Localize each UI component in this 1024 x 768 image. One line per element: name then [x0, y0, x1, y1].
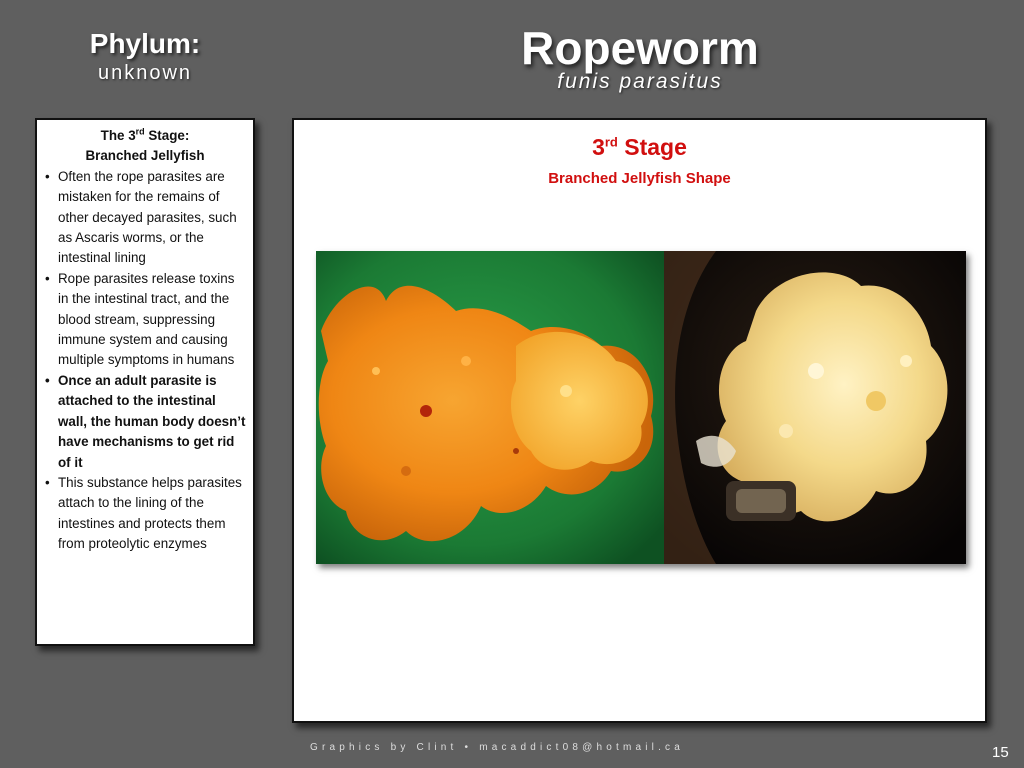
title-block	[440, 22, 840, 94]
page-subtitle: funis parasitus	[557, 70, 723, 93]
bullet-item: • This substance helps parasites attach to the lining of the intestines and protects them from proteolytic enzymes	[43, 473, 247, 555]
description-panel	[35, 118, 255, 646]
specimen-photos-svg	[316, 251, 966, 564]
stage-sup: rd	[604, 134, 618, 150]
bullet-item: • Once an adult parasite is attached to the intestinal wall, the human body doesn’t have mechanisms to get rid of it	[43, 371, 247, 473]
image-panel	[292, 118, 987, 723]
description-heading-line1	[43, 126, 247, 146]
heading-sup: rd	[135, 126, 145, 137]
right-specimen-photo	[664, 251, 966, 564]
left-specimen-photo	[316, 251, 664, 564]
stage-number: 3	[592, 134, 605, 160]
description-heading-line2: Branched Jellyfish	[85, 148, 205, 164]
stage-subtitle: Branched Jellyfish Shape	[548, 170, 731, 187]
stage-title	[294, 134, 985, 161]
phylum-value: unknown	[97, 62, 193, 84]
page-title: Ropeworm	[521, 22, 759, 74]
description-heading	[43, 126, 247, 167]
stage-word: Stage	[617, 134, 687, 160]
bullet-item: • Often the rope parasites are mistaken for the remains of other decayed parasites, such as Ascaris worms, or the intestinal lining	[43, 167, 247, 269]
heading-prefix: The 3	[100, 128, 136, 143]
heading-suffix: Stage:	[144, 128, 190, 143]
specimen-photos	[316, 251, 966, 564]
description-bullet-list	[43, 167, 247, 555]
page-number: 15	[992, 744, 1009, 761]
phylum-label: Phylum:	[89, 28, 201, 59]
footer-credit: Graphics by Clint • macaddict08@hotmail.ca	[310, 742, 685, 753]
phylum-block	[30, 28, 260, 85]
bullet-item: • Rope parasites release toxins in the intestinal tract, and the blood stream, suppressing immune system and causing multiple symptoms in humans	[43, 269, 247, 371]
